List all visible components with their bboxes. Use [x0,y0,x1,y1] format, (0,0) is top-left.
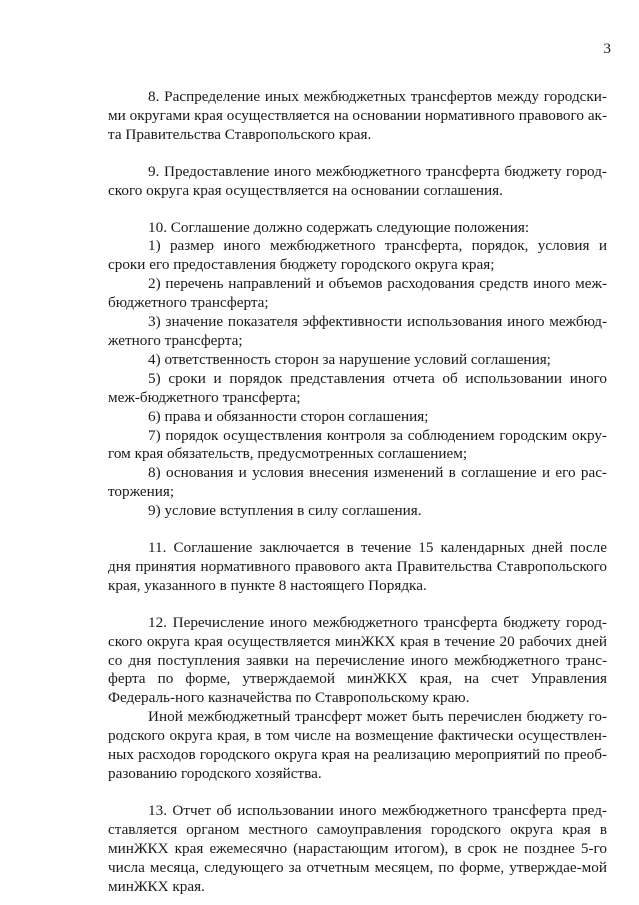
paragraph-9: 9. Предоставление иного межбюджетного трансферта бюджету город-ского округа края осуществляется на основании соглашения. [108,162,607,199]
list-item-7: 7) порядок осуществления контроля за соблюдением городским окру-гом края обязательств, предусмотренных соглашением; [108,426,607,463]
list-item-4: 4) ответственность сторон за нарушение условий соглашения; [148,350,551,368]
list-item-8: 8) основания и условия внесения изменений в соглашение и его рас-торжения; [108,464,607,501]
paragraph-gap [108,521,607,539]
list-item-1: 1) размер иного межбюджетного трансферта, порядок, условия и сроки его предоставления бюджету городского округа края; [108,237,607,274]
paragraph-12: 12. Перечисление иного межбюджетного трансферта бюджету город-ского округа края осуществляется минЖКХ края в течение 20 рабочих дней со дня поступления заявки на перечисление иного межбюджетного транс-ферта по форме, утверждаемой минЖКХ края, на счет Управления Федераль-ного казначейства по Ставропольскому краю. [108,613,607,707]
paragraph-13: 13. Отчет об использовании иного межбюджетного трансферта пред-ставляется органом местного самоуправления городского округа края в минЖКХ края ежемесячно (нарастающим итогом), в срок не позднее 5-го числа месяца, следующего за отчетным месяцем, по форме, утверждае-мой минЖКХ края. [108,801,607,895]
paragraph-gap [108,201,607,219]
list-item-3: 3) значение показателя эффективности использования иного межбюд-жетного трансферта; [108,313,607,349]
paragraph-10: 10. Соглашение должно содержать следующие положения: [148,218,530,236]
list-item-2: 2) перечень направлений и объемов расходования средств иного меж-бюджетного трансферта; [108,275,607,312]
list-item-9: 9) условие вступления в силу соглашения. [148,502,422,520]
page-number: 3 [603,40,611,57]
list-item-5: 5) сроки и порядок представления отчета об использовании иного меж-бюджетного трансферта; [108,369,607,406]
document-body [108,88,607,896]
paragraph-gap [108,596,607,614]
paragraph-11: 11. Соглашение заключается в течение 15 календарных дней после дня принятия нормативного правового акта Правительства Ставропольского края, указанного в пункте 8 настоящего Порядка. [108,539,607,594]
list-item-6: 6) права и обязанности сторон соглашения; [148,407,429,425]
paragraph-gap [108,145,607,163]
paragraph-8: 8. Распределение иных межбюджетных трансфертов между городски-ми округами края осуществляется на основании нормативного правового ак-та Правительства Ставропольского края. [108,88,607,143]
paragraph-12-continuation: Иной межбюджетный трансферт может быть перечислен бюджету го-родского округа края, в том числе на возмещение фактически осуществлен-ных расходов городского округа края на реализацию мероприятий по преоб-разованию городского хозяйства. [108,708,607,782]
paragraph-gap [108,784,607,802]
